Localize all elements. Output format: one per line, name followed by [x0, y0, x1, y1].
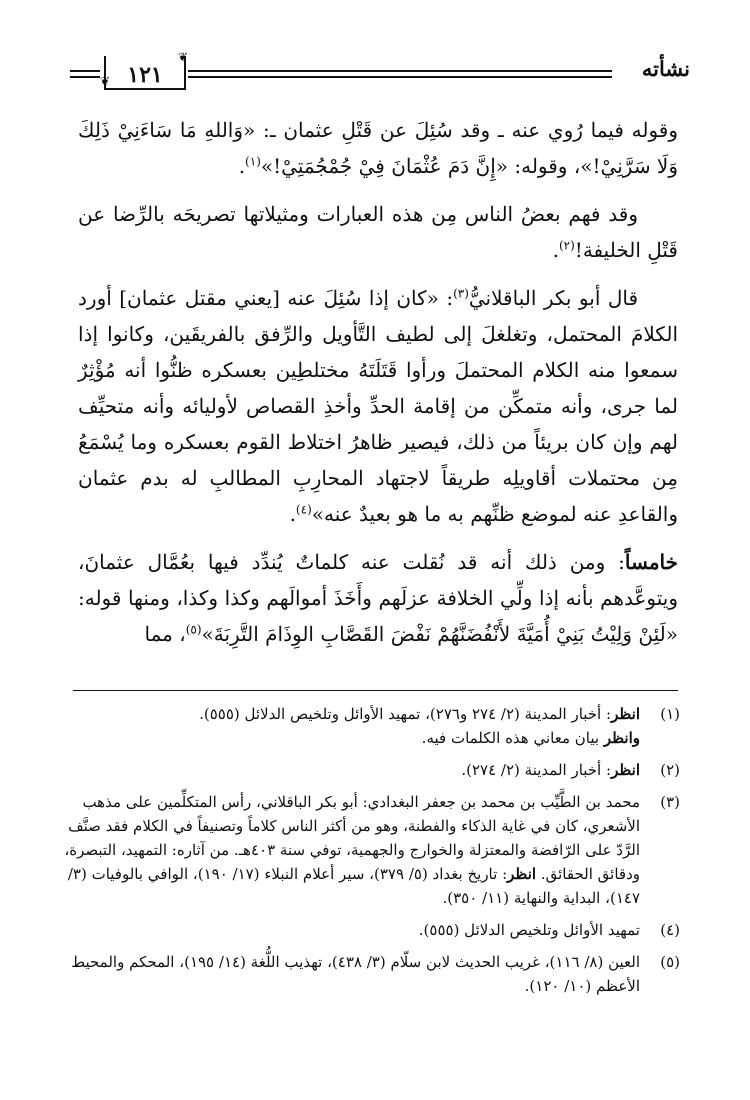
footnote-text: بيان معاني هذه الكلمات فيه.: [421, 729, 604, 747]
footnote-number: (٣): [660, 793, 680, 811]
section-label: خامساً: [624, 550, 678, 574]
paragraph-end: ، مما: [144, 622, 186, 646]
footnote-label: وانظر: [603, 729, 640, 747]
footnote-number: (٤): [660, 921, 680, 939]
footnote-number: (٢): [660, 761, 680, 779]
paragraph: [78, 544, 678, 652]
paragraph-text: وقوله فيما رُوي عنه ـ وقد سُئِلَ عن قَتْلِ عثمان ـ: «وَاللهِ مَا سَاءَنِيْ ذَلِكَ وَلَا سَرَّنِيْ!»، وقوله: «إِنَّ دَمَ عُثْمَانَ فِيْ جُمْجُمَتِيْ!»: [78, 118, 678, 178]
quotation-text: : «كان إذا سُئِلَ عنه [يعني مقتل عثمان] أورد الكلامَ المحتمل، وتغلغلَ إلى لطيف التَّأويل والرِّفق بالفريقَين، وكانوا إذا سمعوا منه الكلام المحتملَ ورأوا قَتَلَتَهُ مختلطِين بعسكره ظنُّوا أنه مُؤْثِرٌ لما جرى، وأنه متمكِّن من إقامة الحدِّ وأخذِ القصاص لأوليائه وأنه متحيِّف لهم وإن كان بريئاً من ذلك، فيصير ظاهرُ اختلاط القوم بعسكره وما يُسْمَعُ مِن محتملات أقاويلِه طريقاً لاجتهاد المحارِبِ المطالبِ له بدم عثمان والقاعدِ عنه لموضع ظنِّهم به ما هو بعيدٌ عنه»: [78, 286, 678, 526]
footnote: [58, 950, 680, 998]
footnote: [58, 758, 680, 782]
footnote-ref[interactable]: (٢): [558, 238, 575, 253]
page-header: [70, 50, 690, 110]
footnote-ref[interactable]: (٥): [185, 622, 202, 637]
paragraph-text: وقد فهم بعضُ الناس مِن هذه العبارات ومثيلاتها تصريحَه بالرِّضا عن قَتْلِ الخليفة!: [78, 202, 678, 262]
footnotes: [58, 702, 680, 1006]
page-number-frame: [104, 56, 186, 90]
ornament-icon: ❦: [100, 74, 111, 88]
header-rule: [188, 76, 612, 78]
footnote-text: : تاريخ بغداد (٥/ ٣٧٩)، سير أعلام النبلاء (١٧/ ١٩٠)، الوافي بالوفيات (٣/ ١٤٧)، البداية والنهاية (١١/ ٣٥٠).: [67, 865, 640, 907]
footnote-label: انظر: [611, 761, 640, 779]
footnote-label: انظر: [611, 705, 640, 723]
footnote-ref[interactable]: (٤): [295, 502, 312, 517]
footnote-ref[interactable]: (١): [245, 154, 261, 169]
paragraph-end: .: [238, 154, 246, 178]
paragraph-end: .: [552, 238, 559, 262]
footnote: [58, 702, 680, 750]
footnote-divider: [73, 690, 678, 691]
paragraph-text: : ومن ذلك أنه قد نُقلت عنه كلماتٌ يُندِّد فيها بعُمَّال عثمانَ، ويتوعَّدهم بأنه إذا ولِّي الخلافة عزلَهم وأَخَذَ أموالَهم وكذا وكذا، ومنها قوله: «لَئِنْ وَلِيْتُ بَنِيْ أُمَيَّةَ لأَنْفُضَنَّهُمْ نَفْضَ القَصَّابِ الوِذَامَ التَّرِبَةَ»: [78, 550, 678, 646]
footnote-text: : أخبار المدينة (٢/ ٢٧٤).: [461, 761, 612, 779]
footnote-text: العين (٨/ ١١٦)، غريب الحديث لابن سلّام (٣/ ٤٣٨)، تهذيب اللُّغة (١٤/ ١٩٥)، المحكم والمحيط الأعظم (١٠/ ١٢٠).: [71, 953, 640, 995]
footnote-label: انظر: [507, 865, 537, 883]
running-title: نشأته: [641, 56, 690, 81]
header-rule: [70, 70, 100, 72]
footnote-ref[interactable]: (٣): [453, 286, 469, 301]
paragraph: [78, 112, 678, 184]
ornament-icon: ❦: [178, 50, 189, 64]
header-rule: [188, 70, 612, 72]
paragraph: [78, 196, 678, 268]
paragraph-end: .: [289, 502, 296, 526]
paragraph: [78, 280, 678, 532]
footnote-number: (١): [660, 705, 680, 723]
paragraph-text: قال أبو بكر الباقلانيُّ: [468, 286, 638, 310]
footnote-text: تمهيد الأوائل وتلخيص الدلائل (٥٥٥).: [418, 921, 640, 939]
footnote: [58, 918, 680, 942]
header-rule: [70, 76, 100, 78]
page-number: ١٢١: [127, 62, 163, 88]
footnote-text: : أخبار المدينة (٢/ ٢٧٤ و٢٧٦)، تمهيد الأوائل وتلخيص الدلائل (٥٥٥).: [199, 705, 612, 723]
footnote: [58, 790, 680, 910]
main-text: [78, 112, 678, 664]
footnote-number: (٥): [660, 953, 680, 971]
footnote-text: محمد بن الطَّيِّب بن محمد بن جعفر البغدادي: أبو بكر الباقلاني، رأس المتكلِّمين على مذهب الأشعري، كان في غاية الذكاء والفطنة، وهو من أكثر الناس كلاماً وتصنيفاً في الكلام فقد صنَّف الرَّدّ علی الرّافضة والمعتزلة والخوارج والجهمية، توفي سنة ٤٠٣هـ. من آثاره: التمهيد، التبصرة، ودقائق الحقائق.: [64, 793, 640, 883]
